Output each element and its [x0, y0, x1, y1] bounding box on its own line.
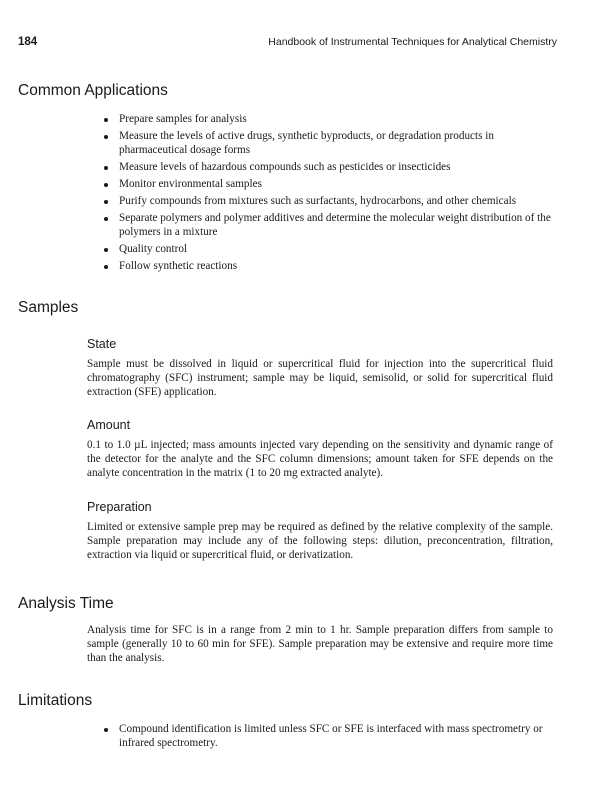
- state-heading: State: [87, 337, 117, 351]
- limitations-heading: Limitations: [18, 692, 93, 709]
- amount-heading: Amount: [87, 418, 131, 432]
- list-item: Separate polymers and polymer additives and determine the molecular weight distribution of the polymers in a mixture: [103, 212, 553, 239]
- bullet-icon: [104, 217, 108, 221]
- common-applications-list: [103, 113, 553, 277]
- bullet-icon: [104, 118, 108, 122]
- bullet-icon: [104, 183, 108, 187]
- running-title: Handbook of Instrumental Techniques for Analytical Chemistry: [268, 36, 557, 48]
- list-item: Purify compounds from mixtures such as surfactants, hydrocarbons, and other chemicals: [103, 195, 553, 209]
- bullet-icon: [104, 728, 108, 732]
- analysis-time-paragraph: Analysis time for SFC is in a range from 2 min to 1 hr. Sample preparation differs from sample to sample (generally 10 to 60 min for SFE). Sample preparation may be extensive and require more time than the analysis.: [87, 624, 553, 665]
- analysis-time-heading: Analysis Time: [18, 595, 114, 612]
- list-item: Measure the levels of active drugs, synthetic byproducts, or degradation products in pharmaceutical dosage forms: [103, 130, 553, 157]
- page-number: 184: [18, 36, 38, 48]
- state-paragraph: Sample must be dissolved in liquid or supercritical fluid for injection into the supercritical fluid chromatography (SFC) instrument; sample may be liquid, semisolid, or solid for supercritical fluid extraction (SFE) application.: [87, 358, 553, 399]
- bullet-icon: [104, 200, 108, 204]
- list-item: Measure levels of hazardous compounds such as pesticides or insecticides: [103, 161, 553, 175]
- list-item: Quality control: [103, 243, 553, 257]
- bullet-icon: [104, 135, 108, 139]
- list-item: Follow synthetic reactions: [103, 260, 553, 274]
- bullet-icon: [104, 166, 108, 170]
- samples-heading: Samples: [18, 299, 79, 316]
- bullet-icon: [104, 265, 108, 269]
- preparation-paragraph: Limited or extensive sample prep may be required as defined by the relative complexity of the sample. Sample preparation may include any of the following steps: dilution, preconcentration, filtration, extraction via liquid or supercritical fluid, or derivatization.: [87, 521, 553, 562]
- limitations-list: [103, 723, 553, 754]
- bullet-icon: [104, 248, 108, 252]
- preparation-heading: Preparation: [87, 500, 152, 514]
- page-header: [18, 36, 557, 52]
- list-item: Monitor environmental samples: [103, 178, 553, 192]
- common-applications-heading: Common Applications: [18, 82, 168, 99]
- amount-paragraph: 0.1 to 1.0 µL injected; mass amounts injected vary depending on the sensitivity and dynamic range of the detector for the analyte and the SFC column dimensions; amount taken for SFE depends on the analyte concentration in the matrix (1 to 20 mg extracted analyte).: [87, 439, 553, 480]
- list-item: Compound identification is limited unless SFC or SFE is interfaced with mass spectrometry or infrared spectrometry.: [103, 723, 553, 750]
- list-item: Prepare samples for analysis: [103, 113, 553, 127]
